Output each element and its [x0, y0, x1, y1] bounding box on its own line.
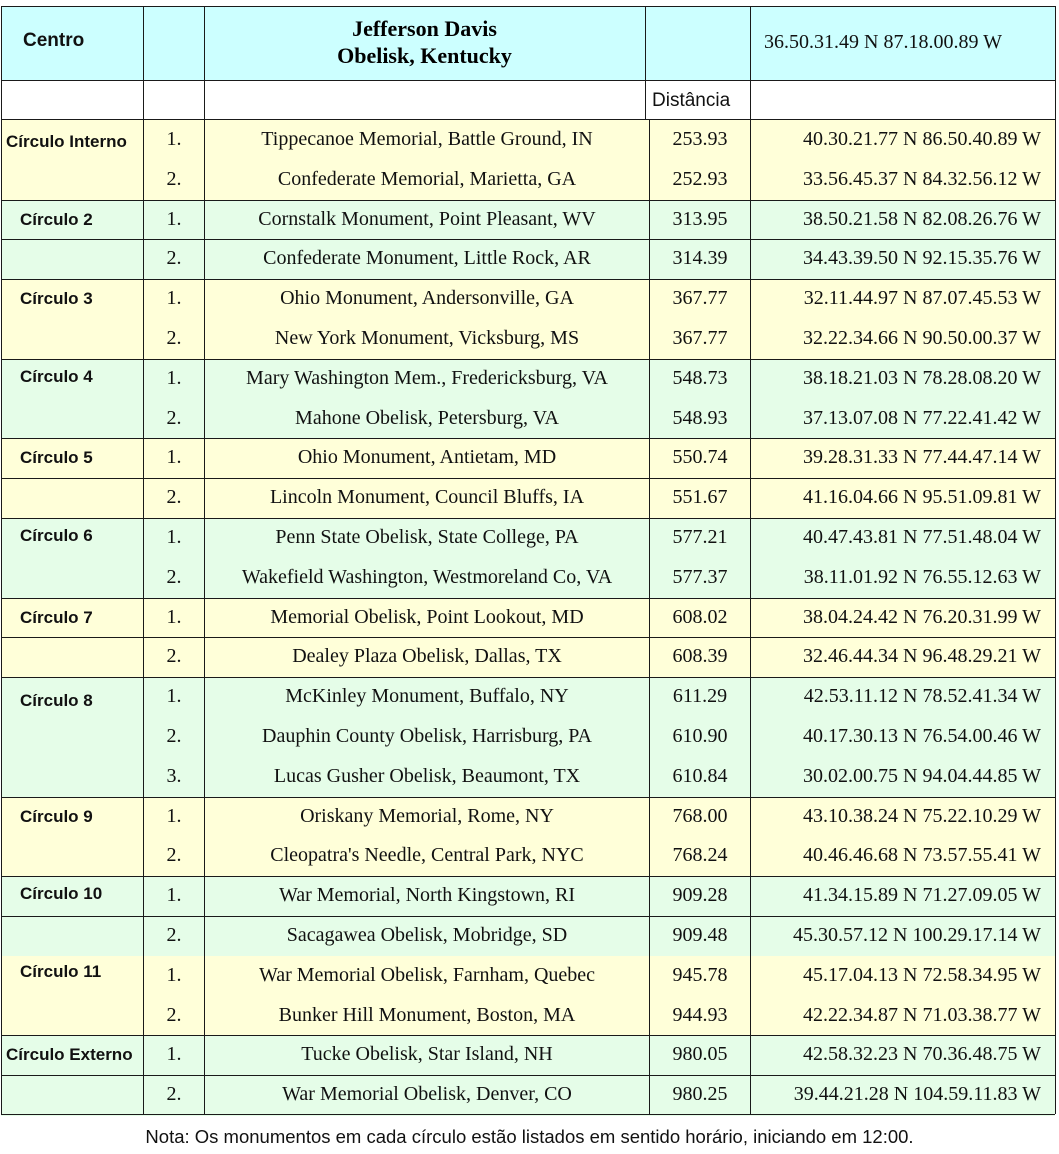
title-line-2: Obelisk, Kentucky [337, 43, 512, 68]
row-divider [211, 757, 643, 758]
row-number: 2. [166, 1083, 182, 1106]
row-number: 2. [166, 924, 182, 946]
grid-line [1, 1114, 1055, 1115]
monument-name: Confederate Monument, Little Rock, AR [263, 247, 591, 270]
monument-name: New York Monument, Vicksburg, MS [274, 327, 580, 349]
row-divider [150, 160, 202, 161]
coordinates-value: 39.28.31.33 N 77.44.47.14 W [803, 446, 1041, 469]
coordinates-value: 30.02.00.75 N 94.04.44.85 W [803, 764, 1041, 787]
distance-value: 980.05 [672, 1043, 728, 1066]
circle-label: Círculo Externo [6, 1045, 133, 1065]
row-divider [211, 399, 643, 400]
distance-value: 611.29 [672, 685, 728, 708]
monument-name: War Memorial Obelisk, Farnham, Quebec [258, 963, 596, 986]
distance-value: 314.39 [672, 247, 728, 270]
monument-name: McKinley Monument, Buffalo, NY [285, 685, 569, 708]
circle-label: Círculo 4 [20, 366, 93, 386]
grid-line [1, 478, 1055, 479]
row-divider [211, 996, 643, 997]
coordinates-value: 41.34.15.89 N 71.27.09.05 W [803, 884, 1041, 907]
row-number: 2. [166, 406, 182, 429]
monument-name: Cleopatra's Needle, Central Park, NYC [270, 844, 584, 867]
coordinates-value: 32.46.44.34 N 96.48.29.21 W [803, 645, 1041, 668]
distance-value: 608.02 [672, 605, 728, 628]
grid-line [1, 239, 1055, 240]
grid-line [645, 6, 646, 119]
row-divider [150, 836, 202, 837]
title-line-1: Jefferson Davis [352, 16, 497, 41]
distance-value: 610.90 [672, 725, 728, 747]
monument-name: Memorial Obelisk, Point Lookout, MD [270, 605, 584, 628]
center-coords: 36.50.31.49 N 87.18.00.89 W [764, 31, 1002, 53]
row-number: 2. [166, 844, 182, 867]
row-divider [651, 757, 748, 758]
row-divider [651, 160, 748, 161]
monument-name: Ohio Monument, Andersonville, GA [280, 287, 574, 310]
grid-line [1, 438, 1055, 439]
coordinates-value: 39.44.21.28 N 104.59.11.83 W [793, 1083, 1041, 1106]
coordinates-value: 38.18.21.03 N 78.28.08.20 W [803, 366, 1041, 389]
distance-value: 252.93 [672, 167, 728, 190]
grid-line [1, 1075, 1055, 1076]
grid-line [1, 598, 1055, 599]
coordinates-value: 45.30.57.12 N 100.29.17.14 W [793, 924, 1041, 946]
circle-label: Círculo 9 [20, 806, 93, 826]
monument-name: Dauphin County Obelisk, Harrisburg, PA [262, 725, 592, 747]
grid-line [1, 677, 1055, 678]
row-divider [150, 319, 202, 320]
circle-label: Círculo 8 [20, 691, 93, 711]
coordinates-value: 38.50.21.58 N 82.08.26.76 W [803, 207, 1041, 230]
coordinates-value: 42.58.32.23 N 70.36.48.75 W [803, 1043, 1041, 1066]
coordinates-value: 32.22.34.66 N 90.50.00.37 W [803, 327, 1041, 349]
row-number: 1. [166, 605, 182, 628]
circle-label: Círculo 11 [20, 961, 102, 981]
row-divider [150, 996, 202, 997]
coordinates-value: 43.10.38.24 N 75.22.10.29 W [803, 804, 1041, 827]
grid-line [1, 1035, 1055, 1036]
grid-line [1, 6, 1055, 7]
monument-name: Tucke Obelisk, Star Island, NH [301, 1043, 553, 1066]
distance-value: 550.74 [672, 446, 728, 469]
monument-name: Tippecanoe Memorial, Battle Ground, IN [261, 128, 593, 150]
grid-line [649, 119, 650, 1114]
coordinates-value: 40.47.43.81 N 77.51.48.04 W [803, 526, 1041, 548]
row-divider [211, 836, 643, 837]
coordinates-value: 40.17.30.13 N 76.54.00.46 W [803, 725, 1041, 747]
coordinates-value: 42.22.34.87 N 71.03.38.77 W [803, 1003, 1041, 1026]
row-divider [211, 160, 643, 161]
grid-line [143, 6, 144, 1114]
circle-label: Círculo 6 [20, 526, 93, 545]
coordinates-value: 40.30.21.77 N 86.50.40.89 W [803, 128, 1041, 150]
row-number: 2. [166, 167, 182, 190]
grid-line [1, 518, 1055, 519]
row-number: 1. [166, 685, 182, 708]
distance-value: 608.39 [672, 645, 728, 668]
distance-value: 313.95 [672, 207, 728, 230]
monument-name: Lincoln Monument, Council Bluffs, IA [269, 486, 585, 509]
distance-value: 548.93 [672, 406, 728, 429]
row-number: 1. [166, 526, 182, 548]
monument-name: Mary Washington Mem., Fredericksburg, VA [246, 366, 608, 389]
circle-label: Círculo 2 [20, 209, 93, 229]
coordinates-value: 32.11.44.97 N 87.07.45.53 W [803, 287, 1041, 310]
distance-value: 980.25 [672, 1083, 728, 1106]
grid-line [750, 6, 751, 1114]
monument-name: Dealey Plaza Obelisk, Dallas, TX [292, 645, 562, 668]
coordinates-value: 34.43.39.50 N 92.15.35.76 W [803, 247, 1041, 270]
row-divider [651, 717, 748, 718]
monument-name: Sacagawea Obelisk, Mobridge, SD [286, 924, 568, 946]
distance-value: 909.28 [672, 884, 728, 907]
monument-name: Wakefield Washington, Westmoreland Co, VA [241, 565, 613, 588]
coordinates-value: 33.56.45.37 N 84.32.56.12 W [803, 167, 1041, 190]
monument-name: War Memorial Obelisk, Denver, CO [282, 1083, 572, 1106]
row-divider [651, 319, 748, 320]
row-divider [150, 717, 202, 718]
row-number: 2. [166, 725, 182, 747]
monument-name: Confederate Memorial, Marietta, GA [277, 167, 577, 190]
row-divider [651, 399, 748, 400]
monument-name: Penn State Obelisk, State College, PA [275, 526, 579, 548]
row-number: 2. [166, 486, 182, 509]
grid-line [1, 6, 2, 1114]
row-number: 1. [166, 804, 182, 827]
row-divider [211, 717, 643, 718]
subheader-bg [1, 81, 1055, 119]
monument-name: War Memorial, North Kingstown, RI [278, 884, 576, 907]
coordinates-value: 45.17.04.13 N 72.58.34.95 W [803, 963, 1041, 986]
distance-value: 768.00 [672, 804, 728, 827]
distance-value: 577.37 [672, 565, 728, 588]
monument-name: Oriskany Memorial, Rome, NY [300, 804, 554, 827]
distance-value: 253.93 [672, 128, 728, 150]
row-divider [211, 956, 643, 957]
distance-value: 551.67 [672, 486, 728, 509]
distance-value: 367.77 [672, 327, 728, 349]
page-title [205, 15, 644, 69]
coordinates-value: 38.11.01.92 N 76.55.12.63 W [803, 565, 1041, 588]
grid-line [1, 359, 1055, 360]
row-number: 1. [166, 207, 182, 230]
distance-value: 367.77 [672, 287, 728, 310]
centro-label: Centro [23, 30, 85, 51]
grid-line [1, 876, 1055, 877]
row-number: 1. [166, 446, 182, 469]
grid-line [204, 6, 205, 1114]
circle-label: Círculo 7 [20, 607, 93, 627]
row-number: 2. [166, 565, 182, 588]
distance-value: 945.78 [672, 963, 728, 986]
circle-label: Círculo 5 [20, 448, 93, 468]
row-number: 2. [166, 327, 182, 349]
row-number: 1. [166, 1043, 182, 1066]
monument-name: Cornstalk Monument, Point Pleasant, WV [258, 207, 596, 230]
coordinates-value: 37.13.07.08 N 77.22.41.42 W [803, 406, 1041, 429]
grid-line [1, 797, 1055, 798]
row-divider [211, 558, 643, 559]
distance-value: 944.93 [672, 1003, 728, 1026]
row-divider [150, 956, 202, 957]
row-divider [150, 757, 202, 758]
row-divider [150, 558, 202, 559]
row-divider [150, 399, 202, 400]
grid-line [1, 80, 1055, 81]
grid-line [1, 279, 1055, 280]
row-divider [651, 996, 748, 997]
distance-value: 610.84 [672, 764, 728, 787]
distance-value: 768.24 [672, 844, 728, 867]
row-number: 3. [166, 764, 182, 787]
distance-value: 577.21 [672, 526, 728, 548]
circle-label: Círculo 10 [20, 884, 103, 904]
circle-label: Círculo Interno [6, 132, 127, 151]
grid-line [1, 119, 1055, 120]
coordinates-value: 42.53.11.12 N 78.52.41.34 W [803, 685, 1041, 708]
row-number: 2. [166, 247, 182, 270]
monument-name: Bunker Hill Monument, Boston, MA [278, 1003, 576, 1026]
row-number: 2. [166, 1003, 182, 1026]
monument-name: Lucas Gusher Obelisk, Beaumont, TX [273, 764, 581, 787]
row-divider [651, 836, 748, 837]
row-number: 2. [166, 645, 182, 668]
distance-header: Distância [652, 90, 731, 111]
monument-name: Ohio Monument, Antietam, MD [297, 446, 557, 469]
row-divider [651, 956, 748, 957]
grid-line [1, 200, 1055, 201]
row-number: 1. [166, 963, 182, 986]
row-number: 1. [166, 884, 182, 907]
row-number: 1. [166, 287, 182, 310]
grid-line [1055, 6, 1056, 1114]
row-number: 1. [166, 128, 182, 150]
row-divider [211, 319, 643, 320]
distance-value: 909.48 [672, 924, 728, 946]
grid-line [1, 916, 1055, 917]
footnote: Nota: Os monumentos em cada círculo estão listados em sentido horário, iniciando em 12:00. [145, 1126, 914, 1147]
row-number: 1. [166, 366, 182, 389]
row-divider [651, 558, 748, 559]
monument-name: Mahone Obelisk, Petersburg, VA [295, 406, 559, 429]
grid-line [1, 637, 1055, 638]
distance-value: 548.73 [672, 366, 728, 389]
coordinates-value: 40.46.46.68 N 73.57.55.41 W [803, 844, 1041, 867]
coordinates-value: 41.16.04.66 N 95.51.09.81 W [803, 486, 1041, 509]
coordinates-value: 38.04.24.42 N 76.20.31.99 W [803, 605, 1041, 628]
circle-label: Círculo 3 [20, 289, 93, 309]
